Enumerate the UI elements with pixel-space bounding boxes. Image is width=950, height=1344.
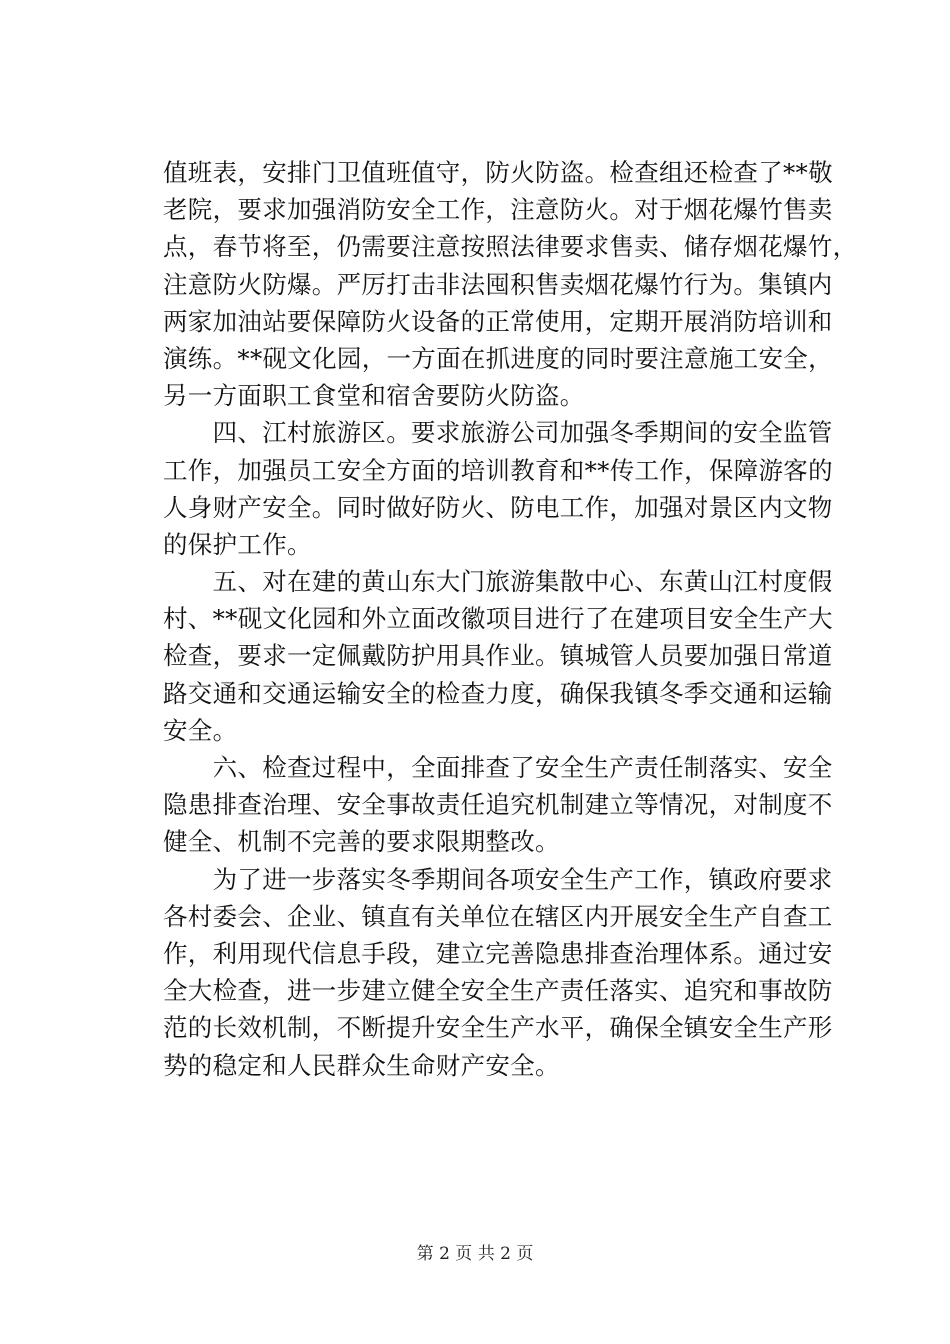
text-line: 注意防火防爆。严厉打击非法囤积售卖烟花爆竹行为。集镇内 [163,269,833,299]
text-line: 路交通和交通运输安全的检查力度，确保我镇冬季交通和运输 [163,678,833,708]
text-line: 范的长效机制，不断提升安全生产水平，确保全镇安全生产形 [163,1013,833,1043]
text-line: 两家加油站要保障防火设备的正常使用，定期开展消防培训和 [163,306,833,336]
text-line: 演练。**砚文化园，一方面在抓进度的同时要注意施工安全， [163,343,833,373]
text-line: 人身财产安全。同时做好防火、防电工作，加强对景区内文物 [163,492,833,522]
document-body [163,154,858,1084]
paragraph-4-start: 四、江村旅游区。要求旅游公司加强冬季期间的安全监管 [163,418,833,448]
text-line: 隐患排查治理、安全事故责任追究机制建立等情况，对制度不 [163,790,833,820]
text-line: 另一方面职工食堂和宿舍要防火防盗。 [163,381,585,411]
closing-paragraph-start: 为了进一步落实冬季期间各项安全生产工作，镇政府要求 [163,864,833,894]
paragraph-6-start: 六、检查过程中，全面排查了安全生产责任制落实、安全 [163,753,833,782]
page-number-footer: 第 2 页 共 2 页 [416,1244,534,1264]
text-line: 点，春节将至，仍需要注意按照法律要求售卖、储存烟花爆竹， [163,232,858,262]
text-line: 的保护工作。 [163,529,312,559]
text-line: 各村委会、企业、镇直有关单位在辖区内开展安全生产自查工 [163,901,833,931]
paragraph-5-start: 五、对在建的黄山东大门旅游集散中心、东黄山江村度假 [163,567,833,597]
text-line: 检查，要求一定佩戴防护用具作业。镇城管人员要加强日常道 [163,641,833,671]
text-line: 老院，要求加强消防安全工作，注意防火。对于烟花爆竹售卖 [163,195,833,225]
text-line: 安全。 [163,715,238,745]
text-line: 全大检查，进一步建立健全安全生产责任落实、追究和事故防 [163,976,833,1006]
text-line: 势的稳定和人民群众生命财产安全。 [163,1050,560,1080]
text-line: 值班表，安排门卫值班值守，防火防盗。检查组还检查了**敬 [163,158,833,187]
text-line: 健全、机制不完善的要求限期整改。 [163,827,560,857]
text-line: 村、**砚文化园和外立面改徽项目进行了在建项目安全生产大 [163,604,833,634]
text-line: 作，利用现代信息手段，建立完善隐患排查治理体系。通过安 [163,938,833,968]
text-line: 工作，加强员工安全方面的培训教育和**传工作，保障游客的 [163,455,833,485]
